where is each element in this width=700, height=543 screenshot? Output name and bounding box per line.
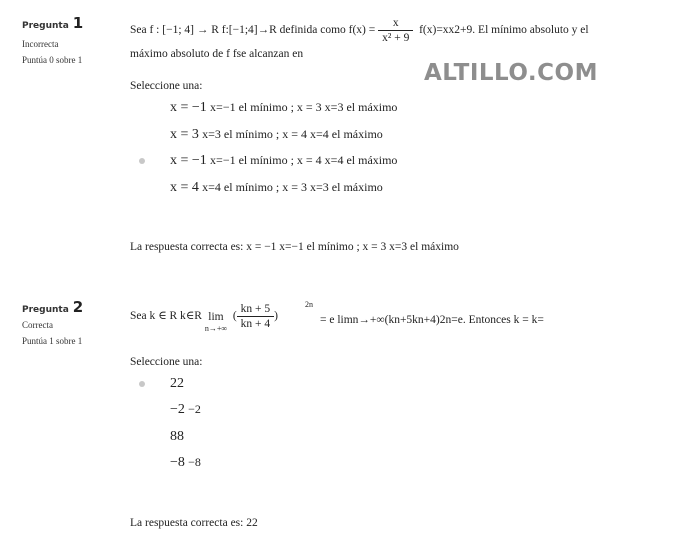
correct-answer-feedback: La respuesta correcta es: 22 — [130, 517, 258, 529]
watermark-logo: ALTILLO.COM — [424, 60, 598, 86]
question-2-stem: Sea k ∈ R k∈R lim n→+∞ ( $\frac{kn + 5}{kn + 4}$ ) — [130, 303, 279, 333]
stem-text-continued: f(x)=xx2+9. El mínimo absoluto y el — [419, 24, 589, 37]
question-1-info — [22, 14, 83, 33]
option-text: x=−1 el mínimo ; x = 3 x=3 el máximo — [210, 100, 398, 114]
limit-text: lim — [208, 310, 224, 323]
option-text: −2 — [188, 402, 201, 416]
option-math: 88 — [170, 429, 184, 444]
limit-operator — [205, 311, 227, 335]
stem-text-line2: máximo absoluto de f fse alcanzan en — [130, 48, 304, 60]
question-status: Correcta — [22, 320, 53, 330]
option-text: x=3 el mínimo ; x = 4 x=4 el máximo — [202, 127, 383, 141]
option-math: x = 3 — [170, 127, 199, 142]
selected-radio-icon[interactable] — [139, 158, 145, 164]
question-number: 1 — [72, 14, 84, 32]
fraction-denominator: x² + 9 — [382, 32, 410, 44]
select-label: Seleccione una: — [130, 356, 203, 368]
question-label: Pregunta — [22, 21, 69, 31]
answer-option[interactable] — [170, 428, 184, 445]
stem-text-continued: = e limn→+∞(kn+5kn+4)2n=e. Entonces k = k= — [320, 314, 544, 326]
fraction — [378, 16, 413, 45]
question-label: Pregunta — [22, 305, 69, 315]
limit-subscript: n→+∞ — [204, 323, 228, 333]
option-math: x = −1 — [170, 100, 207, 115]
option-math: x = −1 — [170, 153, 207, 168]
option-math: −2 — [170, 402, 185, 417]
question-2-info — [22, 298, 83, 317]
stem-text: Sea f : [−1; 4] → R f:[−1;4]→R definida como f(x) = — [130, 24, 376, 37]
select-label: Seleccione una: — [130, 80, 203, 92]
fraction-denominator: kn + 4 — [240, 318, 271, 330]
question-score: Puntúa 0 sobre 1 — [22, 55, 83, 65]
answer-option[interactable] — [170, 99, 397, 116]
option-text: x=4 el mínimo ; x = 3 x=3 el máximo — [202, 180, 383, 194]
answer-option[interactable] — [170, 179, 383, 196]
stem-text: Sea k ∈ R k∈R — [130, 310, 202, 323]
option-text: x=−1 el mínimo ; x = 4 x=4 el máximo — [210, 153, 398, 167]
option-math: 22 — [170, 376, 184, 391]
answer-option[interactable] — [170, 454, 201, 471]
question-status: Incorrecta — [22, 39, 59, 49]
answer-option[interactable] — [170, 401, 201, 418]
answer-option[interactable] — [170, 375, 184, 392]
question-score: Puntúa 1 sobre 1 — [22, 336, 83, 346]
answer-option[interactable] — [170, 126, 383, 143]
option-text: −8 — [188, 455, 201, 469]
option-math: x = 4 — [170, 180, 199, 195]
selected-radio-icon[interactable] — [139, 381, 145, 387]
fraction — [237, 302, 275, 331]
question-number: 2 — [72, 298, 84, 316]
fraction-numerator: x — [378, 16, 413, 31]
option-math: −8 — [170, 455, 185, 470]
correct-answer-feedback: La respuesta correcta es: x = −1 x=−1 el mínimo ; x = 3 x=3 el máximo — [130, 241, 459, 253]
question-1-stem — [130, 16, 589, 45]
answer-option[interactable] — [170, 152, 397, 169]
fraction-numerator: kn + 5 — [237, 302, 275, 317]
exponent: 2n — [305, 300, 313, 309]
